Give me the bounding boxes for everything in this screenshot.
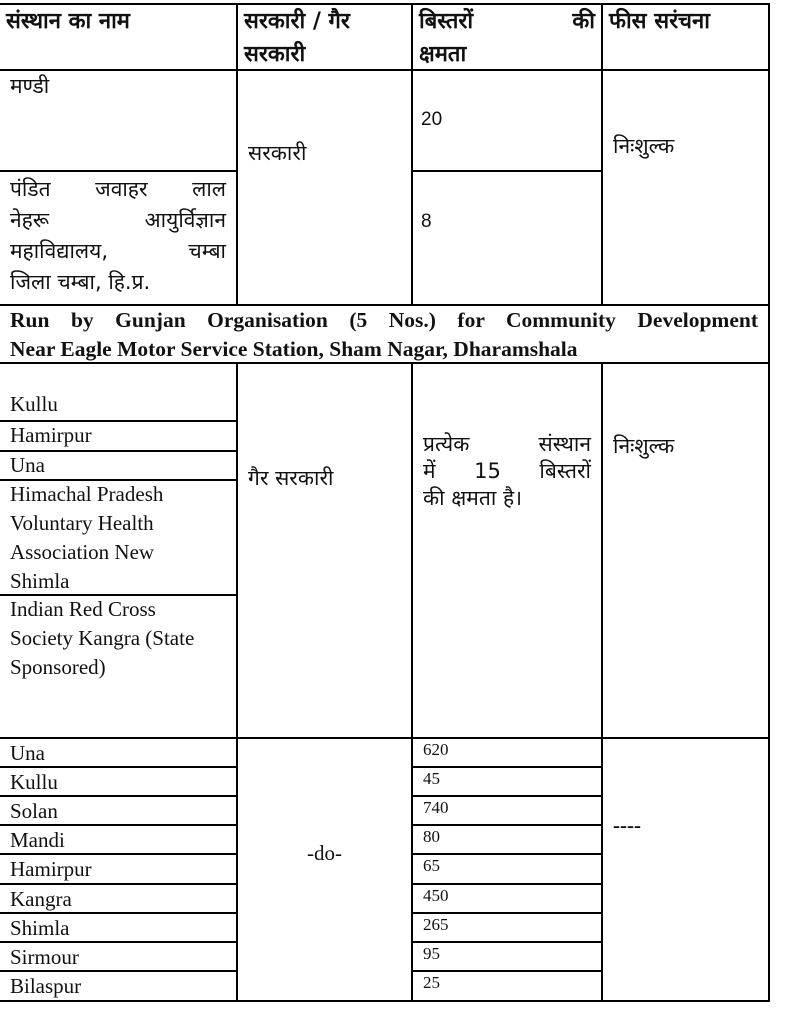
header-govt-nongovt: [238, 5, 411, 71]
col-divider: [236, 362, 238, 1002]
institution-name-line: Himachal Pradesh: [10, 482, 164, 506]
beds-text-line: में 15 बिस्तरों: [423, 459, 591, 483]
type-value: गैर सरकारी: [248, 466, 334, 490]
district-name-cell: [0, 885, 236, 914]
fee-cell: [603, 131, 768, 162]
institution-name: मण्डी: [10, 74, 50, 98]
header-institution-name: [0, 5, 236, 38]
header-fee-structure: [603, 5, 768, 38]
header-text: क्षमता: [419, 42, 467, 67]
header-text: सरकारी / गैर: [244, 9, 350, 34]
district-name-cell: [0, 826, 236, 855]
beds-value: 45: [423, 769, 440, 788]
beds-text-line: की क्षमता है।: [423, 486, 523, 510]
institution-name-line: नेहरू आयुर्विज्ञान: [10, 208, 226, 232]
institution-name-line: Society Kangra (State: [10, 626, 195, 650]
header-text: संस्थान का नाम: [6, 9, 130, 34]
institution-name-line: Shimla: [10, 569, 70, 593]
institution-name-line: Sponsored): [10, 655, 106, 679]
header-line: [419, 5, 595, 38]
band-line: Run by Gunjan Organisation (5 Nos.) for Community Development: [10, 308, 758, 332]
beds-cell: [413, 736, 601, 764]
beds-value: 8: [421, 211, 432, 232]
type-cell: [238, 839, 411, 868]
beds-cell: [413, 882, 601, 910]
district-name-cell: [0, 739, 236, 768]
header-text: की: [572, 9, 595, 34]
institution-name: Una: [10, 453, 45, 477]
institution-name-cell: [0, 421, 236, 450]
beds-value: 265: [423, 915, 449, 934]
institution-name: Kullu: [10, 392, 58, 416]
beds-cell: [413, 794, 601, 822]
institution-name-line: Indian Red Cross: [10, 597, 156, 621]
institution-name-line: Association New: [10, 540, 155, 564]
beds-cell: [413, 940, 601, 968]
row-divider: [412, 170, 602, 172]
district-name-cell: [0, 972, 236, 1001]
institution-name-line: महाविद्यालय, चम्बा: [10, 239, 226, 263]
district-name-cell: [0, 943, 236, 972]
institution-name-cell: [0, 480, 236, 596]
header-text: फीस सरंचना: [609, 9, 710, 34]
beds-cell: [413, 765, 601, 793]
institution-name-line: जिला चम्बा, हि.प्र.: [10, 270, 151, 294]
header-text: बिस्तरों: [419, 9, 474, 34]
beds-value: 620: [423, 740, 449, 759]
beds-value: 80: [423, 827, 440, 846]
district-name-cell: [0, 797, 236, 826]
institution-name-cell: [0, 595, 236, 682]
beds-text-line: प्रत्येक संस्थान: [423, 432, 591, 456]
beds-cell: [413, 823, 601, 851]
organisation-band: [0, 306, 768, 364]
type-value: सरकारी: [248, 141, 307, 165]
institution-name-line: पंडित जवाहर लाल: [10, 177, 226, 201]
district-name-cell: [0, 914, 236, 943]
row-divider: [0, 170, 237, 172]
district-name: Solan: [10, 799, 58, 823]
district-name: Kangra: [10, 887, 72, 911]
fee-value: ----: [613, 813, 641, 837]
beds-cell: [413, 431, 601, 512]
beds-cell: [413, 211, 601, 233]
beds-value: 95: [423, 944, 440, 963]
table-border-right: [768, 3, 770, 1002]
institution-name-line: Voluntary Health: [10, 511, 154, 535]
beds-value: 450: [423, 886, 449, 905]
band-line: Near Eagle Motor Service Station, Sham Nagar, Dharamshala: [10, 337, 578, 361]
beds-cell: [413, 852, 601, 880]
beds-cell: [413, 911, 601, 939]
district-name: Hamirpur: [10, 857, 92, 881]
header-text: सरकारी: [244, 42, 306, 67]
type-value: -do-: [307, 841, 342, 865]
fee-cell: [603, 431, 768, 462]
beds-cell: [413, 109, 601, 131]
beds-value: 20: [421, 109, 443, 130]
district-name: Mandi: [10, 828, 65, 852]
beds-value: 65: [423, 856, 440, 875]
type-cell: [238, 138, 411, 169]
header-bed-capacity: [413, 5, 601, 71]
district-name: Shimla: [10, 916, 70, 940]
beds-value: 25: [423, 973, 440, 992]
beds-cell: [413, 969, 601, 997]
institution-name-cell: [0, 71, 236, 102]
beds-value: 740: [423, 798, 449, 817]
district-name: Una: [10, 741, 45, 765]
district-name: Sirmour: [10, 945, 79, 969]
institution-name-cell: [0, 451, 236, 480]
district-name: Bilaspur: [10, 974, 82, 998]
district-name-cell: [0, 855, 236, 884]
fee-value: निःशुल्क: [613, 434, 675, 458]
fee-cell: [603, 811, 768, 840]
type-cell: [238, 463, 411, 494]
fee-value: निःशुल्क: [613, 134, 675, 158]
district-name: Kullu: [10, 770, 58, 794]
institution-name-cell: [0, 174, 236, 298]
institution-name: Hamirpur: [10, 423, 92, 447]
district-name-cell: [0, 768, 236, 797]
institution-name-cell: [0, 390, 236, 419]
